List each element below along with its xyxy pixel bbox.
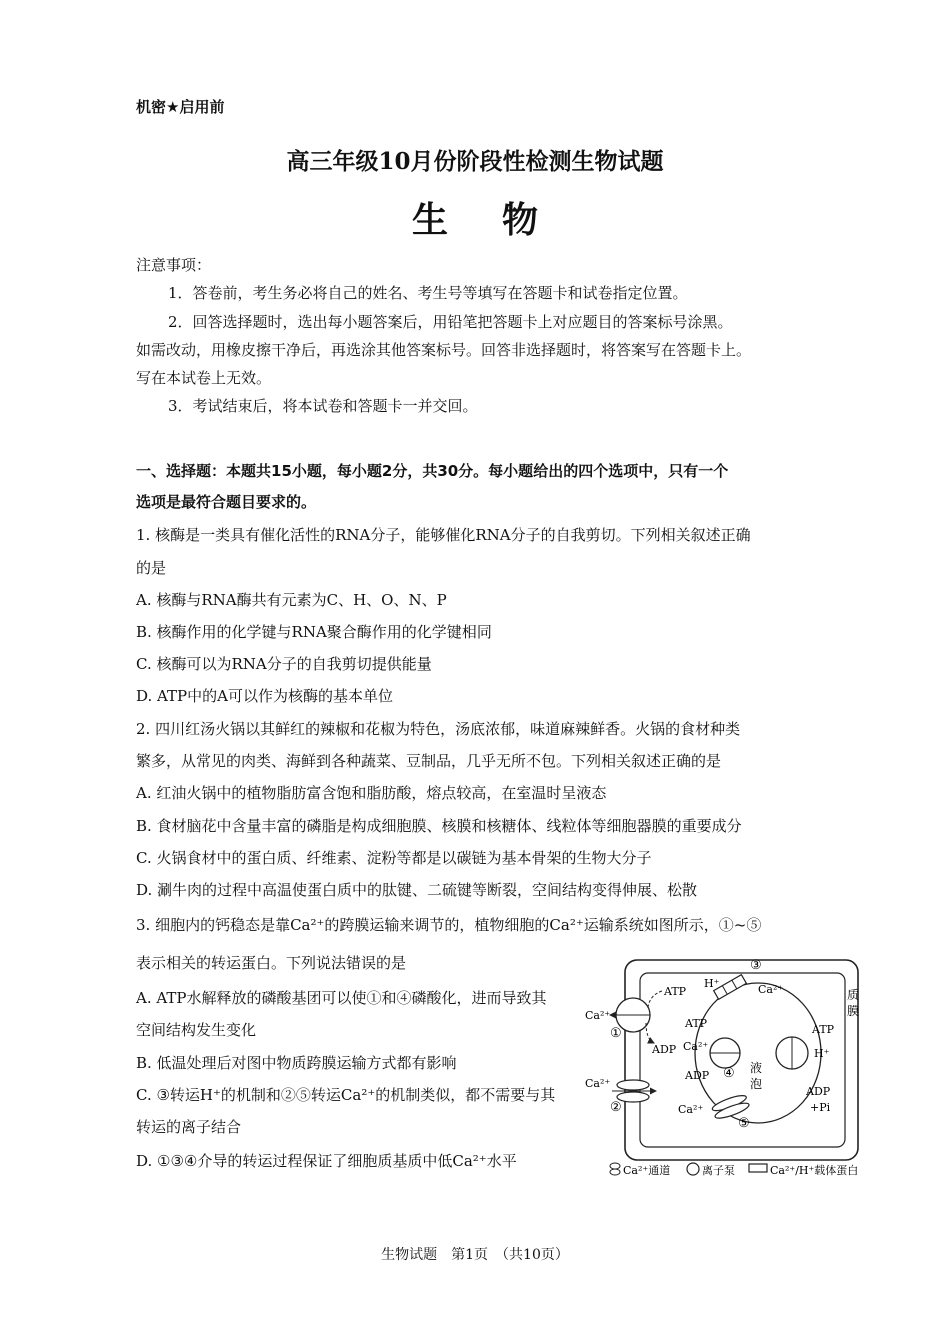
calcium-transport-figure: [580, 955, 880, 1185]
membrane-label-2: 膜: [847, 1004, 860, 1018]
q1-option-c: C. 核酶可以为RNA分子的自我剪切提供能量: [136, 655, 432, 673]
num-label-5: ⑤: [738, 1116, 750, 1131]
membrane-label: 质: [847, 988, 860, 1002]
q2-option-b: B. 食材脑花中含量丰富的磷脂是构成细胞膜、核膜和核糖体、线粒体等细胞器膜的重要成分: [136, 817, 742, 835]
section1-heading-cont: 选项是最符合题目要求的。: [136, 493, 317, 511]
q3-stem-cont: 表示相关的转运蛋白。下列说法错误的是: [136, 954, 407, 972]
q2-stem-cont: 繁多，从常见的肉类、海鲜到各种蔬菜、豆制品，几乎无所不包。下列相关叙述正确的是: [136, 752, 722, 770]
notice-item-2-cont: 如需改动，用橡皮擦干净后，再选涂其他答案标号。回答非选择题时，将答案写在答题卡上。: [136, 341, 752, 359]
q1-option-d: D. ATP中的A可以作为核酶的基本单位: [136, 687, 393, 705]
ca-label-3: Ca²⁺: [758, 983, 784, 996]
q1-option-b: B. 核酶作用的化学键与RNA聚合酶作用的化学键相同: [136, 623, 492, 641]
q2-option-c: C. 火锅食材中的蛋白质、纤维素、淀粉等都是以碳链为基本骨架的生物大分子: [136, 849, 652, 867]
secret-mark: 机密★启用前: [136, 98, 225, 116]
ca-label-4: Ca²⁺: [683, 1040, 709, 1053]
num-label-4: ④: [723, 1066, 735, 1081]
q3-option-a-cont: 空间结构发生变化: [136, 1021, 257, 1039]
legend-carrier-label: Ca²⁺/H⁺载体蛋白: [770, 1164, 859, 1177]
legend-pump-label: 离子泵: [702, 1164, 735, 1177]
vacuole-label: 液: [750, 1061, 763, 1075]
h-label-3: H⁺: [704, 977, 720, 990]
notice-item-3: 3．考试结束后，将本试卷和答题卡一并交回。: [168, 397, 478, 415]
adp-label-pump: ADP: [806, 1085, 831, 1098]
q3-option-c: C. ③转运H⁺的机制和②⑤转运Ca²⁺的机制类似，都不需要与其: [136, 1086, 556, 1104]
h-label-pump: H⁺: [814, 1047, 830, 1060]
ca-label-2: Ca²⁺: [585, 1077, 611, 1090]
ca-label-5: Ca²⁺: [678, 1103, 704, 1116]
q3-option-b: B. 低温处理后对图中物质跨膜运输方式都有影响: [136, 1054, 457, 1072]
ca-label-1: Ca²⁺: [585, 1009, 611, 1022]
notice-item-2-cont2: 写在本试卷上无效。: [136, 369, 272, 387]
num-label-1: ①: [610, 1026, 622, 1041]
ca-channel-2-icon: [617, 1080, 649, 1090]
notice-heading: 注意事项：: [136, 256, 212, 274]
q1-stem: 1. 核酶是一类具有催化活性的RNA分子，能够催化RNA分子的自我剪切。下列相关叙述正确: [136, 526, 751, 544]
vacuole-label-2: 泡: [750, 1077, 763, 1091]
q3-option-d: D. ①③④介导的转运过程保证了细胞质基质中低Ca²⁺水平: [136, 1152, 517, 1170]
q3-option-a: A. ATP水解释放的磷酸基团可以使①和④磷酸化，进而导致其: [136, 989, 547, 1007]
q2-option-a: A. 红油火锅中的植物脂肪富含饱和脂肪酸，熔点较高，在室温时呈液态: [136, 784, 607, 802]
q2-option-d: D. 涮牛肉的过程中高温使蛋白质中的肽键、二硫键等断裂，空间结构变得伸展、松散: [136, 881, 698, 899]
notice-item-2: 2．回答选择题时，选出每小题答案后，用铅笔把答题卡上对应题目的答案标号涂黑。: [168, 313, 733, 331]
adp-label-1: ADP: [652, 1043, 677, 1056]
subject-title: 生物: [411, 199, 592, 241]
q1-stem-cont: 的是: [136, 559, 167, 577]
q2-stem: 2. 四川红汤火锅以其鲜红的辣椒和花椒为特色，汤底浓郁，味道麻辣鲜香。火锅的食材种类: [136, 720, 741, 738]
notice-item-1: 1．答卷前，考生务必将自己的姓名、考生号等填写在答题卡和试卷指定位置。: [168, 284, 688, 302]
exam-title: 高三年级10月份阶段性检测生物试题: [286, 148, 664, 175]
adp-label-4: ADP: [685, 1069, 710, 1082]
atp-label-1: ATP: [664, 985, 687, 998]
legend-channel-label: Ca²⁺通道: [623, 1164, 671, 1177]
num-label-3: ③: [750, 958, 762, 973]
atp-label-pump: ATP: [812, 1023, 835, 1036]
q3-option-c-cont: 转运的离子结合: [136, 1118, 242, 1136]
page-footer: 生物试题 第1页 （共10页）: [381, 1247, 569, 1263]
legend-pump-icon: [687, 1163, 699, 1175]
legend-carrier-icon: [749, 1164, 767, 1172]
legend-channel-icon: [610, 1163, 620, 1169]
q1-option-a: A. 核酶与RNA酶共有元素为C、H、O、N、P: [136, 591, 447, 609]
num-label-2: ②: [610, 1100, 622, 1115]
section1-heading: 一、选择题：本题共15小题，每小题2分，共30分。每小题给出的四个选项中，只有一个: [136, 462, 729, 480]
pi-label-pump: +Pi: [810, 1101, 831, 1114]
atp-label-4: ATP: [685, 1017, 708, 1030]
q3-stem: 3. 细胞内的钙稳态是靠Ca²⁺的跨膜运输来调节的，植物细胞的Ca²⁺运输系统如图所示，①~⑤: [136, 916, 762, 934]
